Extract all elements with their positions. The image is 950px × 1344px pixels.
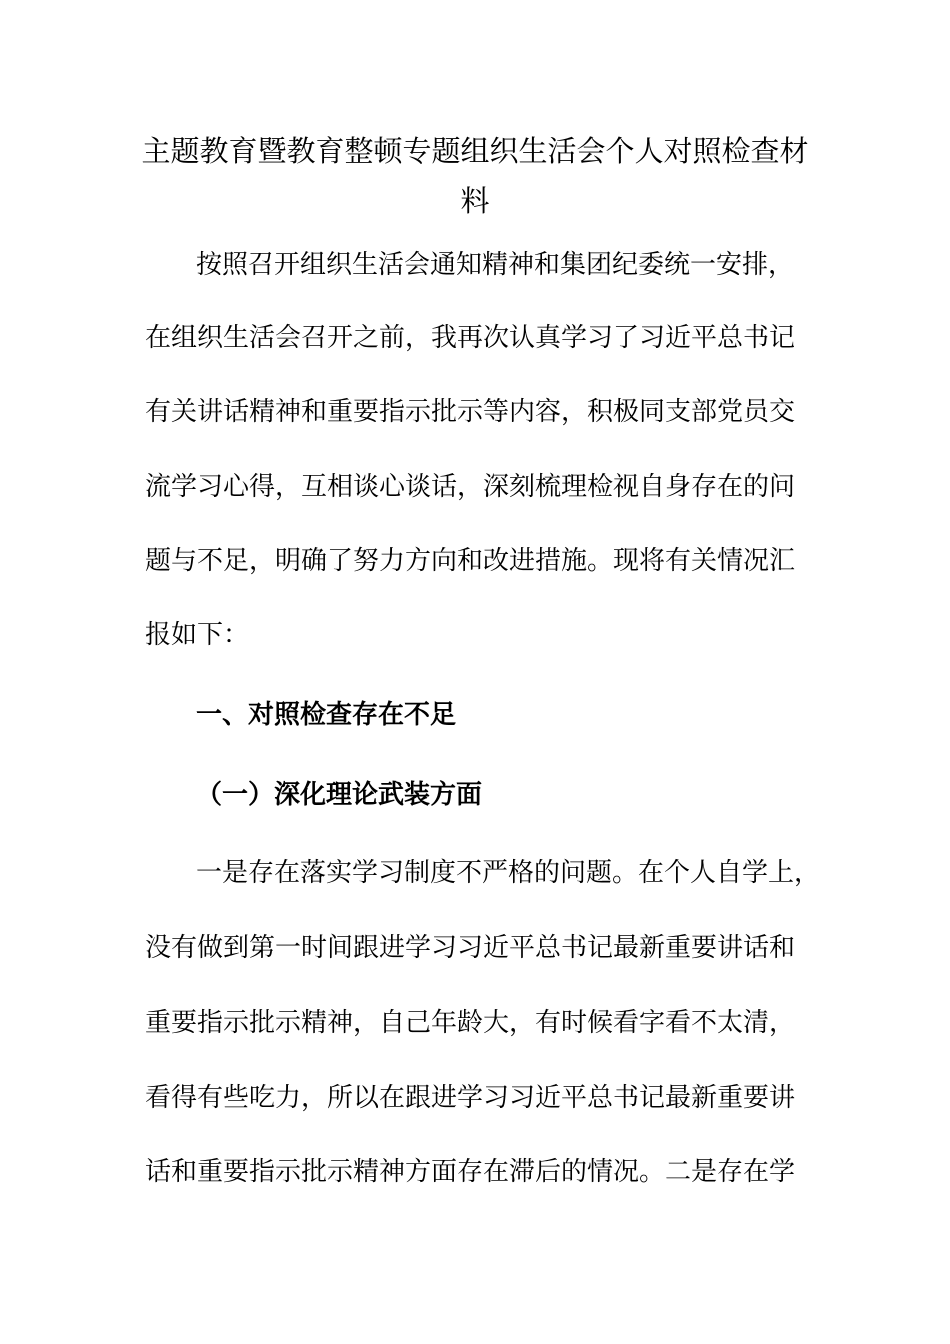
intro-paragraph-line-5: 题与不足，明确了努力方向和改进措施。现将有关情况汇 xyxy=(145,546,796,576)
body-paragraph-line-1: 一是存在落实学习制度不严格的问题。在个人自学上， xyxy=(196,858,821,888)
body-paragraph-line-4: 看得有些吃力，所以在跟进学习习近平总书记最新重要讲 xyxy=(145,1083,796,1113)
body-paragraph-line-5: 话和重要指示批示精神方面存在滞后的情况。二是存在学 xyxy=(145,1157,796,1187)
document-title-line-1: 主题教育暨教育整顿专题组织生活会个人对照检查材 xyxy=(141,134,809,168)
intro-paragraph-line-1: 按照召开组织生活会通知精神和集团纪委统一安排， xyxy=(196,250,795,280)
intro-paragraph-line-6: 报如下： xyxy=(145,620,250,650)
subsection-heading: （一）深化理论武装方面 xyxy=(196,780,483,810)
body-paragraph-line-2: 没有做到第一时间跟进学习习近平总书记最新重要讲话和 xyxy=(145,933,796,963)
document-title-line-2: 料 xyxy=(460,184,490,218)
intro-paragraph-line-3: 有关讲话精神和重要指示批示等内容，积极同支部党员交 xyxy=(145,397,796,427)
section-heading: 一、对照检查存在不足 xyxy=(196,700,457,730)
intro-paragraph-line-4: 流学习心得，互相谈心谈话，深刻梳理检视自身存在的问 xyxy=(145,472,796,502)
body-paragraph-line-3: 重要指示批示精神，自己年龄大，有时候看字看不太清， xyxy=(145,1008,796,1038)
intro-paragraph-line-2: 在组织生活会召开之前，我再次认真学习了习近平总书记 xyxy=(145,323,796,353)
